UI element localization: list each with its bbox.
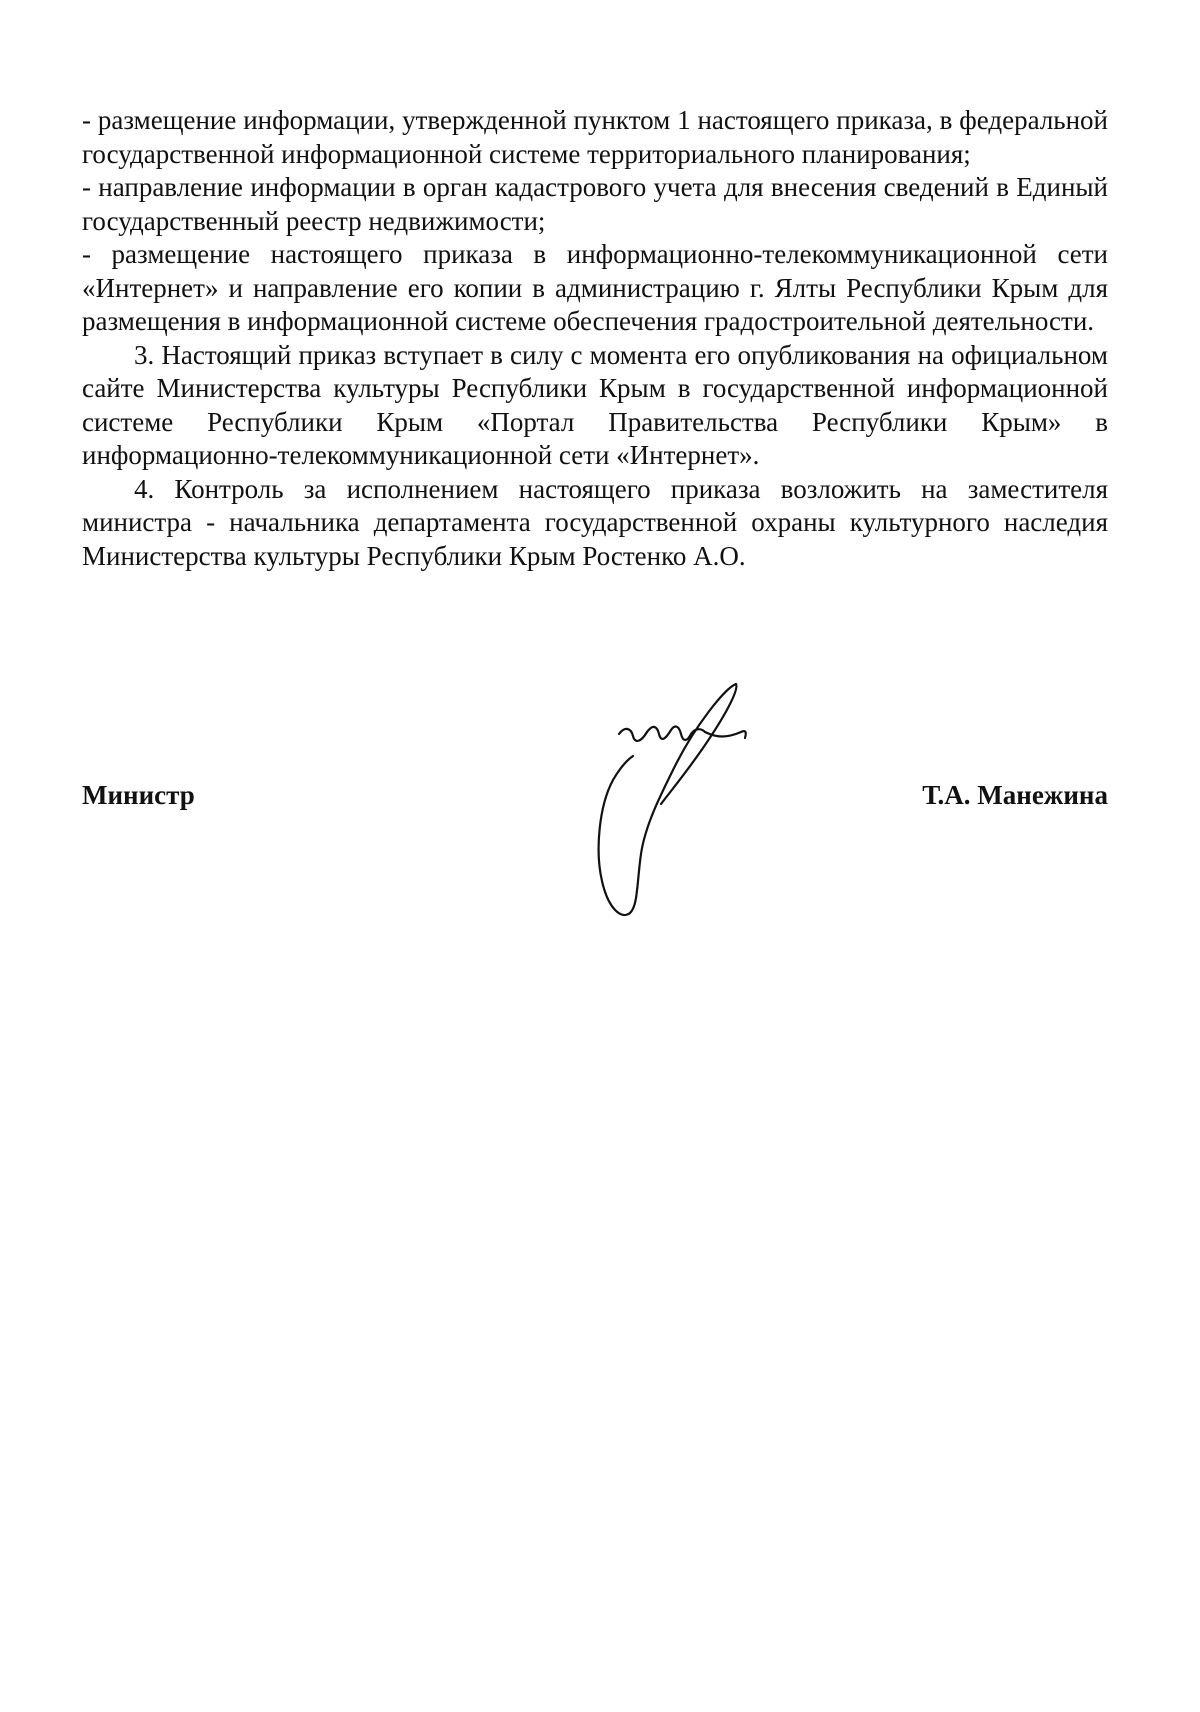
handwritten-signature-icon — [575, 676, 775, 926]
paragraph-internet-publication: - размещение настоящего приказа в информационно-телекоммуникационной сети «Интернет» и направление его копии в администрацию г. Ялты Республики Крым для размещения в информационной системе обеспечения градостроительной деятельности. — [82, 239, 1108, 336]
document-body — [82, 104, 1108, 573]
paragraph-item-3-effective-date: 3. Настоящий приказ вступает в силу с момента его опубликования на официальном сайте Министерства культуры Республики Крым в государственной информационной системе Республики Крым «Портал Правительства Республики Крым» в информационно-телекоммуникационной сети «Интернет». — [82, 339, 1108, 470]
paragraph-placement-fgis-tp: - размещение информации, утвержденной пунктом 1 настоящего приказа, в федеральной государственной информационной системе территориального планирования; — [82, 105, 1108, 169]
signatory-title: Министр — [82, 780, 195, 810]
signatory-name: Т.А. Манежина — [922, 780, 1108, 810]
paragraph-cadastral-registry: - направление информации в орган кадастрового учета для внесения сведений в Единый государственный реестр недвижимости; — [82, 172, 1108, 236]
paragraph-item-4-control: 4. Контроль за исполнением настоящего приказа возложить на заместителя министра - начальника департамента государственной охраны культурного наследия Министерства культуры Республики Крым Ростенко А.О. — [82, 473, 1108, 571]
